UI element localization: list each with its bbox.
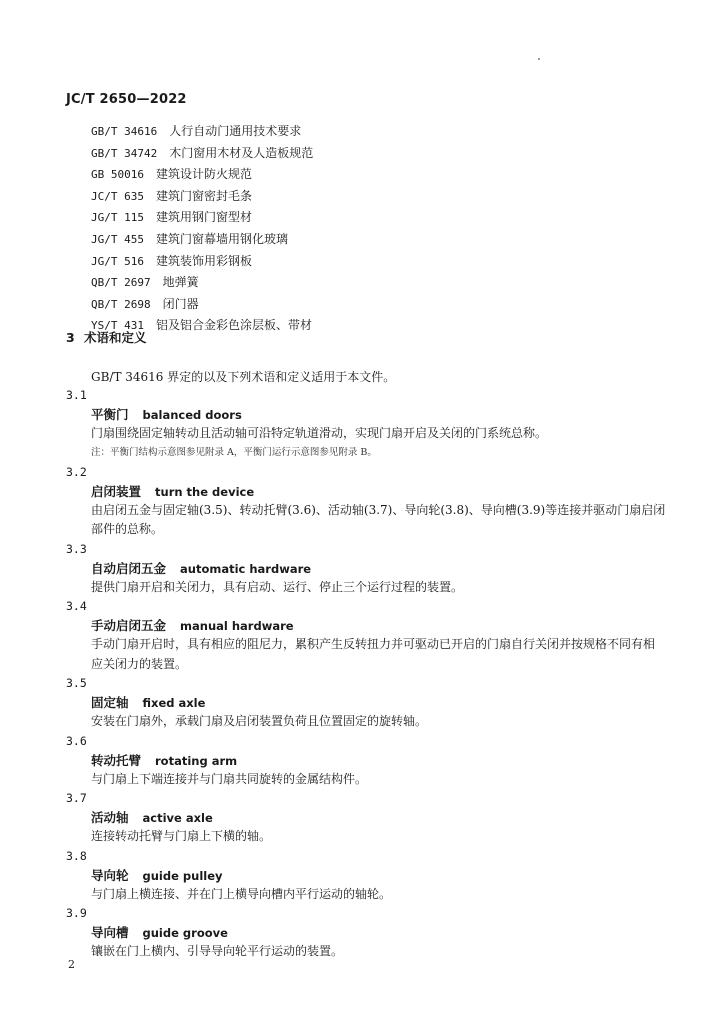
term-entry [66, 386, 666, 461]
term-line [91, 693, 666, 712]
term-line [91, 923, 666, 942]
reference-title: 建筑门窗密封毛条 [155, 188, 252, 203]
entry-number: 3.9 [66, 906, 87, 920]
reference-code: GB 50016 [91, 168, 144, 182]
reference-title: 人行自动门通用技术要求 [169, 124, 302, 138]
page-number: 2 [68, 958, 75, 971]
entry-number: 3.7 [66, 791, 87, 805]
term-english: rotating arm [155, 753, 238, 768]
term-english: turn the device [155, 484, 255, 499]
reference-title: 铝及铝合金彩色涂层板、带材 [155, 318, 312, 333]
scan-speck [538, 58, 540, 60]
reference-item [91, 186, 313, 208]
document-header-id: JC/T 2650—2022 [66, 92, 187, 107]
term-entry [66, 463, 666, 540]
term-entry [66, 789, 666, 847]
terms-list [66, 386, 666, 962]
reference-item [91, 251, 313, 273]
section-number: 3 [66, 330, 75, 345]
entry-number: 3.1 [66, 388, 87, 402]
term-entry [66, 674, 666, 732]
term-chinese: 平衡门 [91, 407, 129, 422]
term-definition: 与门扇上横连接、并在门上横导向槽内平行运动的轴轮。 [91, 886, 392, 901]
reference-code: QB/T 2697 [91, 276, 151, 290]
term-definition: 与门扇上下端连接并与门扇共同旋转的金属结构件。 [91, 771, 368, 786]
reference-title: 地弹簧 [162, 275, 199, 290]
entry-number: 3.6 [66, 733, 87, 748]
reference-code: QB/T 2698 [91, 297, 151, 311]
reference-item [91, 143, 313, 165]
reference-code: JG/T 455 [91, 232, 144, 246]
term-definition: 安装在门扇外，承载门扇及启闭装置负荷且位置固定的旋转轴。 [91, 714, 428, 728]
term-english: guide groove [142, 926, 228, 940]
term-definition: 连接转动托臂与门扇上下横的轴。 [91, 829, 272, 843]
term-english: manual hardware [180, 619, 294, 633]
term-english: fixed axle [142, 696, 206, 710]
term-definition: 门扇围绕固定轴转动且活动轴可沿特定轨道滑动，实现门扇开启及关闭的门系统总称。 [91, 426, 548, 440]
reference-title: 建筑装饰用彩钢板 [155, 253, 252, 268]
reference-title: 建筑用钢门窗型材 [155, 210, 252, 225]
reference-item [91, 294, 313, 316]
section-title: 术语和定义 [84, 330, 147, 345]
term-chinese: 活动轴 [91, 810, 129, 825]
reference-item [91, 229, 313, 251]
term-english: guide pulley [142, 868, 223, 883]
reference-item [91, 207, 313, 229]
term-definition: 由启闭五金与固定轴(3.5)、转动托臂(3.6)、活动轴(3.7)、导向轮(3.8)、导向槽(3.9)等连接并驱动门扇启闭部件的总称。 [91, 502, 666, 536]
term-line [91, 559, 666, 578]
term-line [91, 482, 666, 501]
term-line [91, 751, 666, 770]
reference-code: JG/T 516 [91, 254, 144, 268]
term-entry [66, 732, 666, 790]
term-chinese: 启闭装置 [91, 483, 142, 499]
reference-code: GB/T 34616 [91, 125, 158, 138]
term-definition: 手动门扇开启时，具有相应的阻尼力，累积产生反转扭力并可驱动已开启的门扇自行关闭并按规格不同有相应关闭力的装置。 [91, 637, 656, 671]
entry-number: 3.3 [66, 541, 87, 556]
term-note: 注：平衡门结构示意图参见附录 A，平衡门运行示意图参见附录 B。 [91, 446, 377, 458]
term-entry [66, 847, 666, 905]
reference-code: GB/T 34742 [91, 146, 158, 160]
term-chinese: 固定轴 [91, 695, 129, 710]
entry-number: 3.2 [66, 464, 87, 479]
term-english: automatic hardware [180, 561, 312, 576]
term-chinese: 手动启闭五金 [91, 618, 167, 633]
reference-item [91, 272, 313, 294]
term-entry [66, 540, 666, 598]
term-definition: 提供门扇开启和关闭力，具有启动、运行、停止三个运行过程的装置。 [91, 579, 464, 594]
reference-code: JG/T 115 [91, 211, 144, 225]
term-line [91, 866, 666, 885]
term-line [91, 616, 666, 635]
reference-title: 建筑门窗幕墙用钢化玻璃 [155, 231, 288, 246]
reference-title: 闭门器 [162, 296, 199, 311]
section-heading [66, 328, 147, 346]
term-entry [66, 597, 666, 674]
term-chinese: 导向轮 [91, 867, 129, 883]
term-chinese: 导向槽 [91, 925, 129, 940]
term-line [91, 405, 666, 424]
term-entry [66, 904, 666, 962]
reference-item [91, 121, 313, 143]
reference-item [91, 164, 313, 186]
section-intro: GB/T 34616 界定的以及下列术语和定义适用于本文件。 [91, 370, 396, 384]
reference-title: 木门窗用木材及人造板规范 [169, 145, 314, 160]
term-english: balanced doors [142, 408, 242, 422]
term-definition: 镶嵌在门上横内、引导导向轮平行运动的装置。 [91, 944, 344, 958]
entry-number: 3.4 [66, 599, 87, 613]
reference-title: 建筑设计防火规范 [155, 167, 252, 182]
reference-code: YS/T 431 [91, 319, 144, 333]
normative-references-list [91, 121, 313, 337]
term-chinese: 转动托臂 [91, 752, 142, 768]
entry-number: 3.5 [66, 676, 87, 690]
entry-number: 3.8 [66, 848, 87, 863]
reference-code: JC/T 635 [91, 189, 144, 203]
term-line [91, 808, 666, 827]
term-chinese: 自动启闭五金 [91, 560, 167, 576]
term-english: active axle [142, 811, 213, 825]
